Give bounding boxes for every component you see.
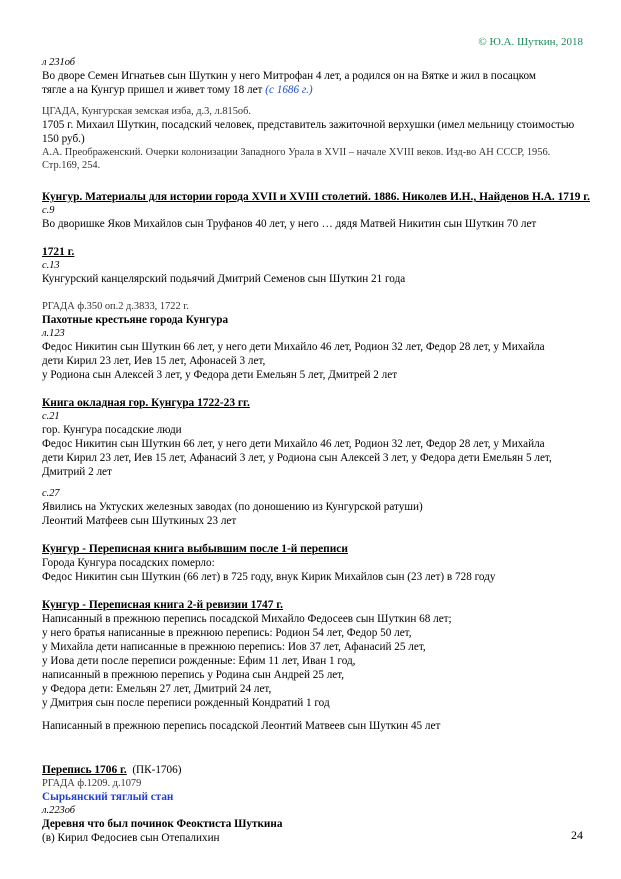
section-3 — [42, 190, 590, 231]
year-note: (с 1686 г.) — [265, 84, 313, 96]
text-line: Федос Никитин сын Шуткин 66 лет, у него дети Михайло 46 лет, Родион 32 лет, Федор 28 лет, у Михайла — [42, 438, 545, 450]
text-line: дети Кирил 23 лет, Иев 15 лет, Афанасий 3 лет, у Родиона сын Алексей 3 лет, у Федора дети Емельян 5 лет, — [42, 452, 552, 464]
section-9 — [42, 763, 590, 845]
page-ref: л.123 — [42, 328, 65, 339]
text-line: написанный в прежнюю перепись у Родина сын Андрей 25 лет, — [42, 669, 345, 681]
text-line: Написанный в прежнюю перепись посадской Михайло Федосеев сын Шуткин 68 лет; — [42, 613, 452, 625]
page-ref: с.13 — [42, 260, 60, 271]
literature-reference: А.А. Преображенский. Очерки колонизации Западного Урала в XVII – начале XVIII веков. Изд-во АН СССР, 1956. Стр.169, 254. — [42, 147, 551, 171]
text-line: Леонтий Матфеев сын Шуткиных 23 лет — [42, 515, 237, 527]
section-2 — [42, 105, 590, 172]
section-7 — [42, 542, 590, 584]
text-fragment: тягле а на Кунгур пришел и живет тому 18 лет — [42, 84, 263, 96]
text-line: у него братья написанные в прежнюю перепись: Родион 54 лет, Федор 50 лет, — [42, 627, 412, 639]
archive-source: ЦГАДА, Кунгурская земская изба, д.3, л.815об. — [42, 106, 251, 117]
section-6 — [42, 396, 590, 528]
page-ref: с.9 — [42, 205, 55, 216]
section-heading: Перепись 1706 г. — [42, 764, 127, 776]
text-line: Федос Никитин сын Шуткин 66 лет, у него дети Михайло 46 лет, Родион 32 лет, Федор 28 лет, у Михайла — [42, 341, 545, 353]
text-line: Дмитрий 2 лет — [42, 466, 112, 478]
stan-title: Сырьянский тяглый стан — [42, 791, 174, 803]
text-line: у Иова дети после переписи рожденные: Ефим 11 лет, Иван 1 год, — [42, 655, 356, 667]
text-line: Во дворе Семен Игнатьев сын Шуткин у него Митрофан 4 лет, а родился он на Вятке и жил в посацком — [42, 70, 537, 82]
text-line: у Михайла дети написанные в прежнюю перепись: Иов 37 лет, Афанасий 25 лет, — [42, 641, 426, 653]
text-line: Кунгурский канцелярский подьячий Дмитрий Семенов сын Шуткин 21 года — [42, 273, 406, 285]
page-ref: с.27 — [42, 488, 60, 499]
archive-ref: л 231об — [42, 57, 75, 68]
text-line: Явились на Уктуских железных заводах (по доношению из Кунгурской ратуши) — [42, 501, 423, 513]
text-line: дети Кирил 23 лет, Иев 15 лет, Афонасей 3 лет, — [42, 355, 266, 367]
page-ref: л.223об — [42, 805, 75, 816]
text-line: Федос Никитин сын Шуткин (66 лет) в 725 году, внук Кирик Михайлов сын (23 лет) в 728 году — [42, 571, 496, 583]
section-heading: Книга окладная гор. Кунгура 1722-23 гг. — [42, 397, 250, 409]
section-heading: Кунгур. Материалы для истории города XVII и XVIII столетий. 1886. Николев И.Н., Найденов Н.А. 1719 г. — [42, 191, 590, 203]
page-number: 24 — [571, 828, 583, 842]
section-8 — [42, 598, 590, 733]
text-line: у Дмитрия сын после переписи рожденный Кондратий 1 год — [42, 697, 330, 709]
text-line: (в) Кирил Федосиев сын Отепалихин — [42, 832, 220, 844]
section-5 — [42, 300, 590, 382]
text-line: у Федора дети: Емельян 27 лет, Дмитрий 24 лет, — [42, 683, 272, 695]
section-4 — [42, 245, 590, 286]
section-heading-line — [42, 763, 590, 777]
text-line: Города Кунгура посадских померло: — [42, 557, 215, 569]
text-line: гор. Кунгура посадские люди — [42, 424, 182, 436]
text-line: у Родиона сын Алексей 3 лет, у Федора дети Емельян 5 лет, Дмитрей 2 лет — [42, 369, 398, 381]
archive-source: РГАДА ф.1209. д.1079 — [42, 778, 142, 789]
copyright-notice: © Ю.А. Шуткин, 2018 — [478, 36, 583, 48]
text-line — [42, 83, 590, 97]
page-ref: с.21 — [42, 411, 60, 422]
text-line: Во дворишке Яков Михайлов сын Труфанов 40 лет, у него … дядя Матвей Никитин сын Шуткин 70 лет — [42, 218, 537, 230]
archive-source: РГАДА ф.350 оп.2 д.3833, 1722 г. — [42, 301, 189, 312]
text-paragraph: 1705 г. Михаил Шуткин, посадский человек, представитель зажиточной верхушки (имел мельницу стоимостью 150 руб.) — [42, 119, 575, 145]
section-heading: Кунгур - Переписная книга 2-й ревизии 1747 г. — [42, 599, 284, 611]
page-content — [42, 56, 590, 845]
text-line: Написанный в прежнюю перепись посадской Леонтий Матвеев сын Шуткин 45 лет — [42, 720, 441, 732]
village-title: Деревня что был починок Феоктиста Шуткина — [42, 818, 283, 830]
heading-suffix: (ПК-1706) — [132, 764, 182, 776]
section-heading: Кунгур - Переписная книга выбывшим после 1-й переписи — [42, 543, 348, 555]
section-title: Пахотные крестьяне города Кунгура — [42, 314, 229, 326]
section-heading: 1721 г. — [42, 246, 75, 258]
section-1 — [42, 56, 590, 97]
